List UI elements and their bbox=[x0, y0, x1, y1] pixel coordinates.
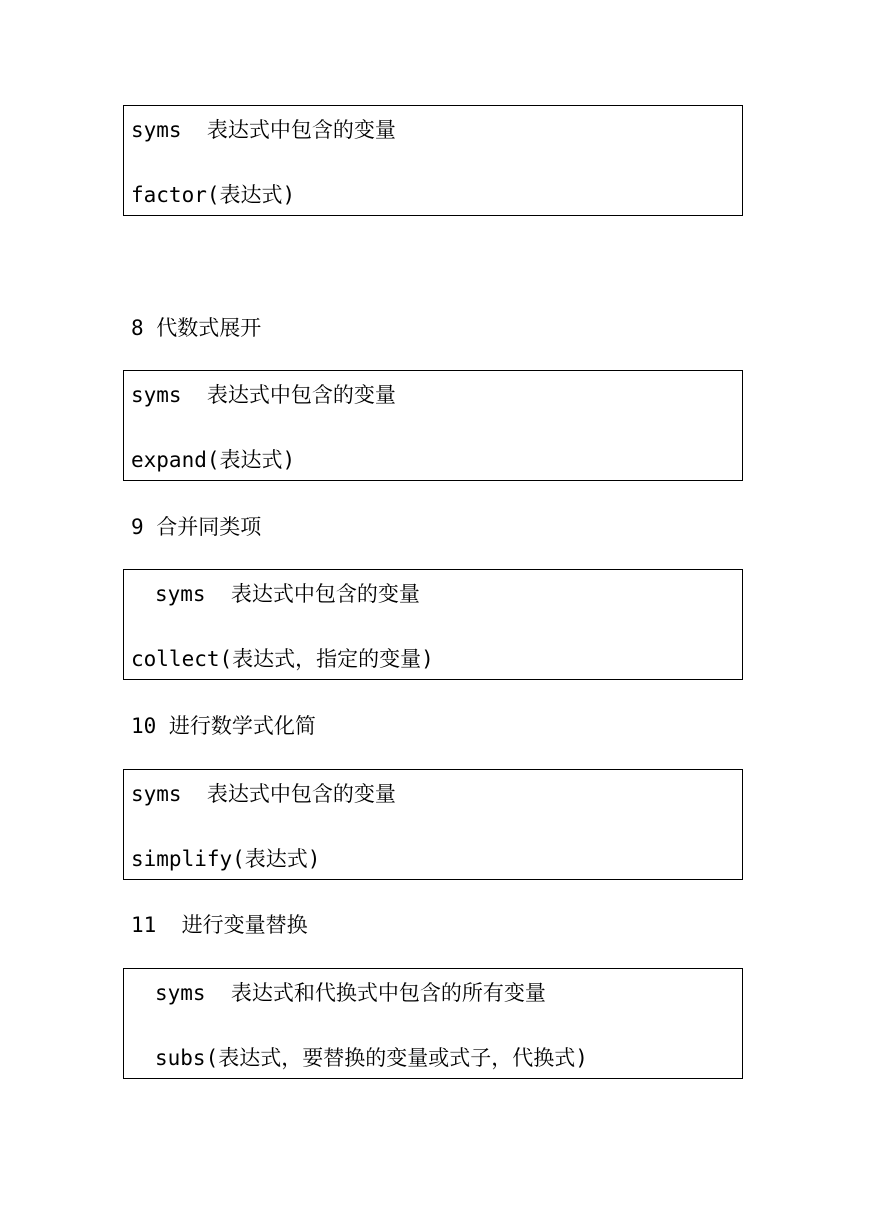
section-heading-collect: 9 合并同类项 bbox=[131, 515, 262, 539]
code-box-expand bbox=[123, 370, 743, 481]
code-line-collect: collect(表达式，指定的变量) bbox=[131, 647, 434, 671]
code-box-collect bbox=[123, 569, 743, 680]
code-line-expand: expand(表达式) bbox=[131, 448, 296, 472]
code-line-factor: factor(表达式) bbox=[131, 183, 296, 207]
code-line-syms: syms 表达式中包含的变量 bbox=[131, 118, 396, 142]
code-box-simplify bbox=[123, 769, 743, 880]
section-heading-simplify: 10 进行数学式化简 bbox=[131, 714, 316, 738]
code-line-subs: subs(表达式，要替换的变量或式子，代换式) bbox=[155, 1046, 588, 1070]
section-heading-subs: 11 进行变量替换 bbox=[131, 913, 308, 937]
section-heading-expand: 8 代数式展开 bbox=[131, 316, 262, 340]
code-line-simplify: simplify(表达式) bbox=[131, 847, 321, 871]
code-line-syms: syms 表达式和代换式中包含的所有变量 bbox=[155, 981, 546, 1005]
code-line-syms: syms 表达式中包含的变量 bbox=[131, 782, 396, 806]
code-line-syms: syms 表达式中包含的变量 bbox=[155, 582, 420, 606]
code-box-subs bbox=[123, 968, 743, 1079]
code-line-syms: syms 表达式中包含的变量 bbox=[131, 383, 396, 407]
code-box-factor bbox=[123, 105, 743, 216]
